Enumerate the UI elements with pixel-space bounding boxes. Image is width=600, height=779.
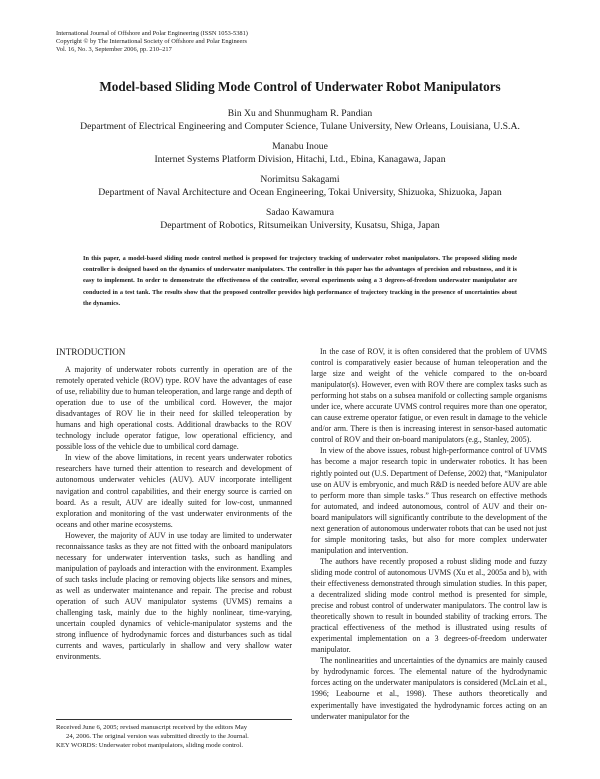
author-name: Manabu Inoue: [272, 141, 328, 152]
author-affiliation: Department of Electrical Engineering and Computer Science, Tulane University, New Orleans, Louisiana, U.S.A.: [80, 121, 520, 132]
journal-volume: Vol. 16, No. 3, September 2006, pp. 210–217: [56, 46, 172, 53]
author-affiliation: Internet Systems Platform Division, Hitachi, Ltd., Ebina, Kanagawa, Japan: [154, 154, 446, 165]
journal-name: International Journal of Offshore and Polar Engineering (ISSN 1053-5381): [56, 30, 248, 37]
body-paragraph: In the case of ROV, it is often considered that the problem of UVMS control is comparatively easier because of human teleoperation and the large size and weight of the vehicle compared to the on-board manipulator(s). However, even with ROV there are complex tasks such as performing hot stabs on a subsea manifold or collecting sample organisms under ice, where accurate UVMS control requires more than one operator, can cause extreme operator fatigue, or even result in damage to the vehicle and/or arm. There is then is increasing interest in sensor-based automatic control of ROV and their on-board manipulators (e.g., Stanley, 2005).: [311, 347, 547, 445]
author-name: Sadao Kawamura: [266, 207, 334, 218]
journal-copyright: Copyright © by The International Society of Offshore and Polar Engineers: [56, 38, 247, 45]
body-column-right: [311, 346, 547, 722]
footnote: [56, 719, 292, 750]
body-column-left: [56, 346, 292, 662]
footnote-received-cont: 24, 2006. The original version was submitted directly to the Journal.: [66, 733, 249, 740]
body-paragraph: The authors have recently proposed a robust sliding mode and fuzzy sliding mode control of autonomous UVMS (Xu et al., 2005a and b), with their effectiveness demonstrated through simulation studies. In this paper, a decentralized sliding mode control method is presented for simple, precise and robust control of underwater manipulators. The control law is theoretically shown to result in bounded stability of tracking errors. The practical effectiveness of the method is illustrated using results of experimental implementation on a 3 degrees-of-freedom underwater manipulator.: [311, 556, 547, 655]
author-block: [0, 107, 600, 133]
author-name: Norimitsu Sakagami: [260, 174, 340, 185]
body-paragraph: In view of the above issues, robust high-performance control of UVMS has become a major research topic in underwater robotics. It has been rightly pointed out (U.S. Department of Defense, 2002) that, “Manipulator use on AUV is embryonic, and much R&D is needed before AUV are able to perform more than simple tasks.” Thus research on effective methods for automated, and indeed autonomous, control of AUV and their on-board manipulators will significantly contribute to the development of the next generation of autonomous underwater robots that can be used not just for simple monitoring tasks, but also for more complex underwater manipulation and intervention.: [311, 446, 547, 555]
author-affiliation: Department of Robotics, Ritsumeikan University, Kusatsu, Shiga, Japan: [160, 220, 440, 231]
author-block: [0, 140, 600, 166]
author-block: [0, 173, 600, 199]
paper-title: Model-based Sliding Mode Control of Underwater Robot Manipulators: [99, 79, 501, 94]
body-paragraph: A majority of underwater robots currently in operation are of the remotely operated vehicle (ROV) type. ROV have the advantages of ease of use, reliability due to human teleoperation, and large range and depth of operation due to use of the umbilical cord. However, the major disadvantages of ROV lie in their need for skilled teleoperation by humans and high operational costs. Additional drawbacks to the ROV technology include operator fatigue, low operational efficiency, and possible loss of the vehicle due to umbilical cord damage.: [56, 365, 292, 452]
body-paragraph: However, the majority of AUV in use today are limited to underwater reconnaissance tasks as they are not fitted with the onboard manipulators necessary for underwater intervention tasks, such as handling and manipulation of payloads and interaction with the environment. Examples of such tasks include placing or removing objects like sensors and mines, as well as underwater maintenance and repair. The precise and robust operation of such AUV manipulator systems (UVMS) remains a challenging task, mainly due to the highly nonlinear, time-varying, uncertain coupled dynamics of vehicle-manipulator systems and the strong influence of hydrodynamic forces and disturbances such as tidal currents and waves, particularly in shallow and very shallow water environments.: [56, 530, 292, 662]
body-paragraph: The nonlinearities and uncertainties of the dynamics are mainly caused by hydrodynamic forces. The elemental nature of the hydrodynamic forces acting on the underwater manipulators is considered (McLain et al., 1996; Leabourne et al., 1998). These authors theoretically and experimentally have investigated the hydrodynamic forces acting on an underwater manipulator for the: [311, 656, 547, 721]
footnote-received: Received June 6, 2005; revised manuscript received by the editors May: [56, 724, 248, 731]
journal-header: [56, 30, 376, 54]
author-block: [0, 206, 600, 232]
abstract: In this paper, a model-based sliding mode control method is proposed for trajectory tracking of underwater robot manipulators. The proposed sliding mode controller is designed based on the dynamics of underwater manipulators. The controller in this paper has the advantages of precision and robustness, and it is easy to implement. In order to demonstrate the effectiveness of the controller, several experiments using a 3 degrees-of-freedom underwater manipulator are conducted in a test tank. The results show that the proposed controller provides high performance of trajectory tracking in the presence of uncertainties about the dynamics.: [83, 255, 517, 307]
author-affiliation: Department of Naval Architecture and Ocean Engineering, Tokai University, Shizuoka, Shizuoka, Japan: [98, 187, 502, 198]
section-heading: INTRODUCTION: [56, 347, 126, 357]
author-name: Bin Xu and Shunmugham R. Pandian: [227, 108, 373, 119]
author-list: [0, 107, 600, 239]
footnote-keywords: KEY WORDS: Underwater robot manipulators, sliding mode control.: [56, 742, 244, 749]
body-paragraph: In view of the above limitations, in recent years underwater robotics researchers have turned their attention to research and development of autonomous underwater vehicles (AUV). AUV incorporate intelligent navigation and control capabilities, and their energy source is carried on board. As a result, AUV are ideally suited for low-cost, unmanned exploration and monitoring of the vast underwater environments of the oceans and other marine ecosystems.: [56, 453, 292, 529]
